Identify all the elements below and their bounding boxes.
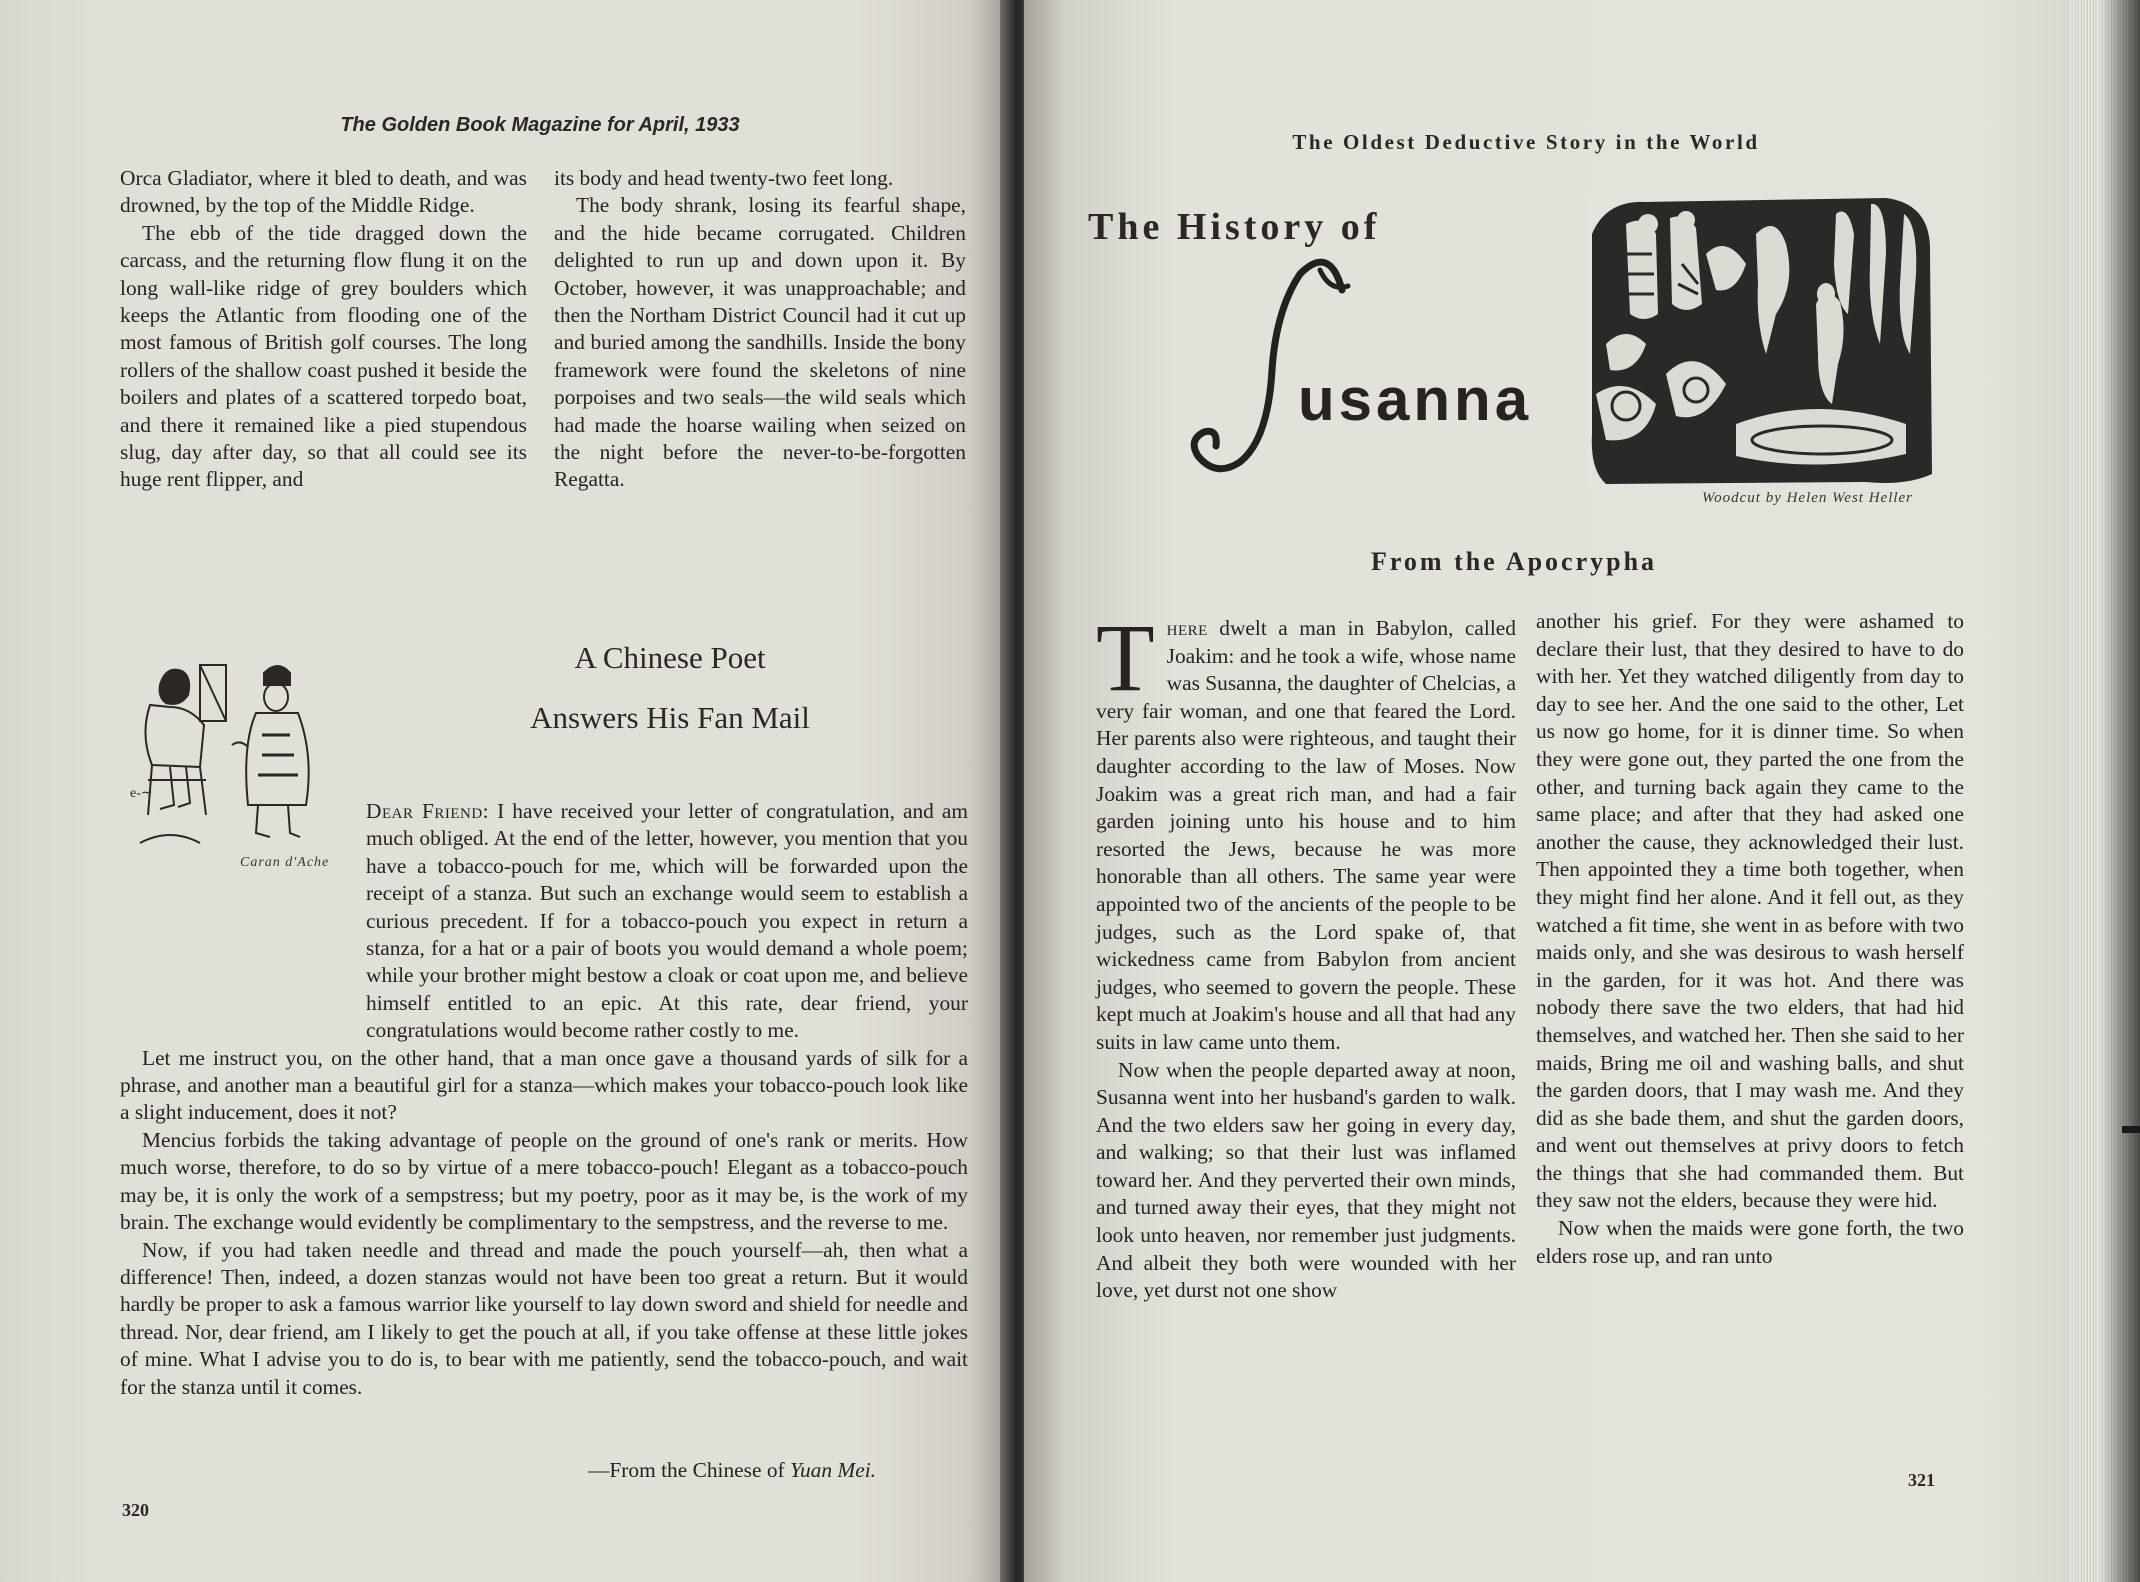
page-number: 320 [122, 1500, 149, 1520]
letter-body [120, 798, 968, 1401]
paragraph: Orca Gladiator, where it bled to death, and was drowned, by the top of the Middle Ridge. [120, 166, 527, 218]
attribution [588, 1458, 876, 1483]
article-column-2 [554, 165, 966, 494]
attribution-author: Yuan Mei. [790, 1458, 876, 1482]
story-title-usanna: usanna [1298, 366, 1533, 433]
poet-title: A Chinese Poet [574, 640, 766, 675]
page-number: 321 [1908, 1470, 1935, 1490]
story-title-line1: The History of [1088, 206, 1381, 248]
running-head-left: The Golden Book Magazine for April, 1933 [340, 114, 740, 136]
svg-text:e-∼: e-∼ [130, 786, 153, 801]
opening-text: dwelt a man in Babylon, called Joakim: and he took a wife, whose name was Susanna, the daughter of Chelcias, a very fair woman, and one that feared the Lord. Her parents also were righteous, and taught their daughter according to the law of Moses. Now Joakim was a great rich man, and had a fair garden joining unto his house and to him resorted the Jews, because he was more honorable than all others. The same year were appointed two of the ancients of the people to be judges, such as the Lord spake of, that wickedness came from Babylon from ancient judges, who seemed to govern the people. These kept much at Joakim's house and all that had any suits in law came unto them. [1096, 616, 1516, 1054]
drop-cap: T [1096, 604, 1155, 711]
paragraph: Now when the maids were gone forth, the two elders rose up, and ran unto [1536, 1216, 1964, 1268]
story-column-1 [1096, 604, 1516, 1305]
paragraph: Mencius forbids the taking advantage of people on the ground of one's rank or merits. How much worse, therefore, to do so by virtue of a mere tobacco-pouch! Elegant as a tobacco-pouch may be, it is only the work of a sempstress; but my poetry, poor as it may be, is the work of my brain. The exchange would evidently be complimentary to the sempstress, and the reverse to me. [120, 1127, 968, 1235]
paragraph: Let me instruct you, on the other hand, that a man once gave a thousand yards of silk for a phrase, and another man a beautiful girl for a stanza—which makes your tobacco-pouch look like a slight inducement, does it not? [120, 1045, 968, 1125]
woodcut-illustration [1586, 194, 1936, 488]
attribution-prefix: —From the Chinese of [588, 1458, 785, 1482]
decorative-s-letter: S [1180, 250, 1181, 251]
story-subtitle: From the Apocrypha [1370, 547, 1658, 576]
article-column-1 [120, 165, 527, 494]
paragraph: The ebb of the tide dragged down the carcass, and the returning flow flung it on the long wall-like ridge of grey boulders which keeps the Atlantic from flooding one of the most famous of British golf courses. The long rollers of the shallow coast pushed it beside the boilers and plates of a scattered torpedo boat, and there it remained like a pied stupendous slug, day after day, so that all could see its huge rent flipper, and [120, 220, 527, 492]
woodcut-caption: Woodcut by Helen West Heller [1702, 490, 1914, 506]
running-head-right: The Oldest Deductive Story in the World [1292, 130, 1760, 154]
edge-marker [2122, 1126, 2140, 1133]
paragraph: Now, if you had taken needle and thread and made the pouch yourself—ah, then what a difference! Then, indeed, a dozen stanzas would not have been too great a return. But it would hardly be proper to ask a famous warrior like yourself to lay down sword and shield for needle and thread. Nor, dear friend, am I likely to get the pouch at all, if you take offense at these little jokes of mine. What I advise you to do is, to bear with me patiently, send the tobacco-pouch, and wait for the stanza until it comes. [120, 1237, 968, 1399]
paragraph: its body and head twenty-two feet long. [554, 166, 894, 190]
story-column-2 [1536, 608, 1964, 1270]
letter-first-text: I have received your letter of congratulation, and am much obliged. At the end of the letter, however, you mention that you have a tobacco-pouch for me, which will be forwarded upon the receipt of a stanza. But such an exchange would seem to establish a curious precedent. If for a tobacco-pouch you expect in return a stanza, for a hat or a pair of boots you would demand a whole poem; while your brother might bestow a cloak or coat upon me, and believe himself entitled to an epic. At this rate, dear friend, your congratulations would become rather costly to me. [366, 799, 968, 1043]
illustration-caption: Caran d'Ache [240, 855, 330, 870]
story-opening-paragraph [1096, 604, 1516, 1057]
left-page [0, 0, 1010, 1582]
first-word: here [1166, 616, 1208, 640]
letter-opening [120, 798, 968, 1045]
paragraph: The body shrank, losing its fearful shape, and the hide became corrugated. Children delighted to run up and down upon it. By October, however, it was unapproachable; and then the Northam District Council had it cut up and buried among the sandhills. Inside the bony framework were found the skeletons of nine porpoises and two seals—the wild seals which had made the hoarse wailing when seized on the night before the never-to-be-forgotten Regatta. [554, 193, 966, 492]
poet-subtitle: Answers His Fan Mail [530, 700, 810, 735]
paragraph: Now when the people departed away at noon, Susanna went into her husband's garden to walk. And the two elders saw her going in every day, and walking; so that their lust was inflamed toward her. And they perverted their own minds, and turned away their eyes, that they might not look unto heaven, nor remember just judgments. And albeit they both were wounded with her love, yet durst not one show [1096, 1057, 1516, 1303]
salutation: Dear Friend: [366, 799, 490, 823]
page-edges-shadow [2100, 0, 2140, 1582]
paragraph: another his grief. For they were ashamed to declare their lust, that they desired to have to do with her. Yet they watched diligently from day to day to see her. And the one said to the other, Let us now go home, for it is dinner time. So when they were gone out, they parted the one from the other, and turning back again they came to the same place; and after that they had asked one another the cause, they acknowledged their lust. Then appointed they a time both together, when they might find her alone. And it fell out, as they watched a fit time, she went in as before with two maids only, and she was desirous to wash herself in the garden, for it was hot. And there was nobody there save the two elders, that had hid themselves, and watched her. Then she said to her maids, Bring me oil and washing balls, and shut the garden doors, that I may wash me. And they did as she bade them, and shut the garden doors, and went out themselves at privy doors to fetch the things that she had commanded them. But they saw not the elders, because they were hid. [1536, 609, 1964, 1213]
